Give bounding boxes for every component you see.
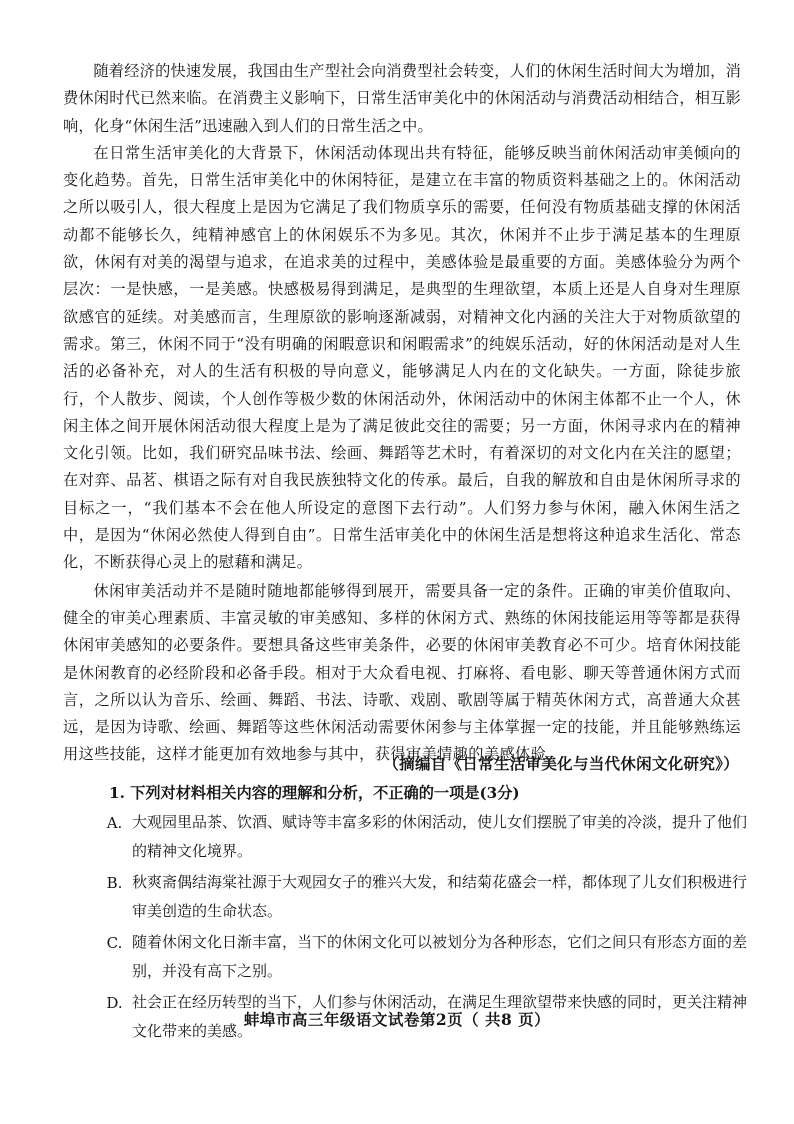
passage-paragraph-3: 休闲审美活动并不是随时随地都能够得到展开，需要具备一定的条件。正确的审美价值取向、健全的审美心理素质、丰富灵敏的审美感知、多样的休闲方式、熟练的休闲技能运用等等都是获得休闲审美感知的必要条件。要想具备这些审美条件，必要的休闲审美教育必不可少。培育休闲技能是休闲教育的必经阶段和必备手段。相对于大众看电视、打麻将、看电影、聊天等普通休闲方式而言，之所以认为音乐、绘画、舞蹈、书法、诗歌、戏剧、歌剧等属于精英休闲方式，高普通大众甚远，是因为诗歌、绘画、舞蹈等这些休闲活动需要休闲参与主体掌握一定的技能，并且能够熟练运用这些技能，这样才能更加有效地参与其中，获得审美情趣的美感体验。 (63, 581, 741, 764)
reading-passage (63, 58, 741, 769)
option-b-letter: B. (106, 874, 123, 892)
option-d-text: 社会正在经历转型的当下，人们参与休闲活动，在满足生理欲望带来快感的同时，更关注精神文化带来的美感。 (132, 993, 748, 1040)
passage-paragraph-2: 在日常生活审美化的大背景下，休闲活动体现出共有特征，能够反映当前休闲活动审美倾向的变化趋势。首先，日常生活审美化中的休闲特征，是建立在丰富的物质资料基础之上的。休闲活动之所以吸引人，很大程度上是因为它满足了我们物质享乐的需要，任何没有物质基础支撑的休闲活动都不能够长久，纯精神感官上的休闲娱乐不为多见。其次，休闲并不止步于满足基本的生理原欲，休闲有对美的渴望与追求，在追求美的过程中，美感体验是最重要的方面。美感体验分为两个层次：一是快感，一是美感。快感极易得到满足，是典型的生理欲望，本质上还是人自身对生理原欲感官的延续。对美感而言，生理原欲的影响逐渐减弱，对精神文化内涵的关注大于对物质欲望的需求。第三，休闲不同于“没有明确的闲暇意识和闲暇需求”的纯娱乐活动，好的休闲活动是对人生活的必备补充，对人的生活有积极的导向意义，能够满足人内在的文化缺失。一方面，除徒步旅行，个人散步、阅读，个人创作等极少数的休闲活动外，休闲活动中的休闲主体都不止一个人，休闲主体之间开展休闲活动很大程度上是为了满足彼此交往的需要；另一方面，休闲寻求内在的精神文化引领。比如，我们研究品味书法、绘画、舞蹈等艺术时，有着深切的对文化内在关注的愿望；在对弈、品茗、棋语之际有对自我民族独特文化的传承。最后，自我的解放和自由是休闲所寻求的目标之一，“我们基本不会在他人所设定的意图下去行动”。人们努力参与休闲，融入休闲生活之中，是因为“休闲必然使人得到自由”。日常生活审美化中的休闲生活是想将这种追求生活化、常态化，不断获得心灵上的慰藉和满足。 (63, 143, 741, 572)
option-a (97, 811, 747, 866)
option-b-text: 秋爽斋偶结海棠社源于大观园女子的雅兴大发，和结菊花盛会一样，都体现了儿女们积极进行审美创造的生命状态。 (132, 873, 748, 920)
page-footer: 蚌埠市高三年级语文试卷第2页（ 共8 页） (243, 1010, 551, 1029)
option-c (97, 931, 747, 986)
option-c-letter: C. (106, 934, 123, 952)
source-citation: （摘编自《日常生活审美化与当代休闲文化研究》） (383, 754, 739, 773)
option-d-letter: D. (106, 994, 123, 1012)
passage-paragraph-1: 随着经济的快速发展，我国由生产型社会向消费型社会转变，人们的休闲生活时间大为增加，消费休闲时代已然来临。在消费主义影响下，日常生活审美化中的休闲活动与消费活动相结合，相互影响，化身“休闲生活”迅速融入到人们的日常生活之中。 (63, 62, 741, 135)
option-a-text: 大观园里品茶、饮酒、赋诗等丰富多彩的休闲活动，使儿女们摆脱了审美的冷淡，提升了他们的精神文化境界。 (132, 813, 748, 860)
option-c-text: 随着休闲文化日渐丰富，当下的休闲文化可以被划分为各种形态，它们之间只有形态方面的差别，并没有高下之别。 (132, 933, 748, 980)
question-stem: 1. 下列对材料相关内容的理解和分析，不正确的一项是(3分) (109, 784, 520, 802)
option-a-letter: A. (106, 814, 123, 832)
option-b (97, 871, 747, 926)
